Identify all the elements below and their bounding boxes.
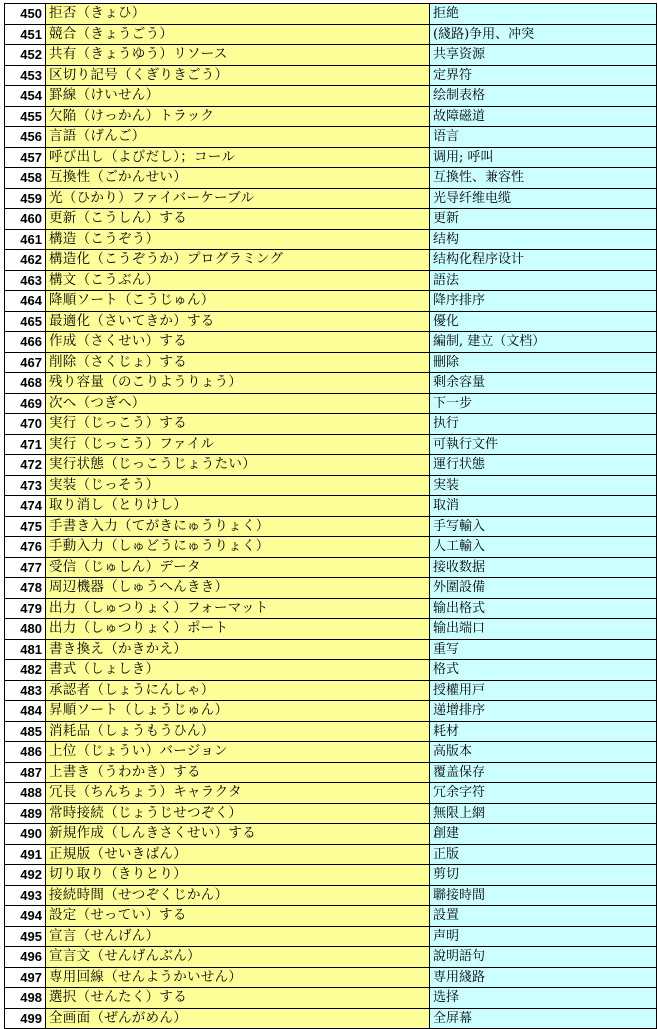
japanese-term-cell: 構造（こうぞう） bbox=[46, 229, 430, 250]
row-number-cell: 467 bbox=[5, 352, 46, 373]
japanese-term-cell: 呼び出し（よびだし）；コール bbox=[46, 147, 430, 168]
table-row bbox=[5, 188, 657, 209]
table-row bbox=[5, 270, 657, 291]
chinese-translation-cell: 剪切 bbox=[430, 865, 657, 886]
chinese-translation-cell: 手写輸入 bbox=[430, 516, 657, 537]
japanese-term-cell: 書式（しょしき） bbox=[46, 660, 430, 681]
chinese-translation-cell: 全屏幕 bbox=[430, 1008, 657, 1029]
row-number-cell: 480 bbox=[5, 619, 46, 640]
row-number-cell: 461 bbox=[5, 229, 46, 250]
chinese-translation-cell: 定界符 bbox=[430, 65, 657, 86]
table-row bbox=[5, 844, 657, 865]
japanese-term-cell: 専用回線（せんようかいせん） bbox=[46, 967, 430, 988]
japanese-term-cell: 手動入力（しゅどうにゅうりょく） bbox=[46, 537, 430, 558]
row-number-cell: 476 bbox=[5, 537, 46, 558]
table-row bbox=[5, 434, 657, 455]
row-number-cell: 458 bbox=[5, 168, 46, 189]
chinese-translation-cell: 语言 bbox=[430, 127, 657, 148]
japanese-term-cell: 上書き（うわかき）する bbox=[46, 762, 430, 783]
japanese-term-cell: 全画面（ぜんがめん） bbox=[46, 1008, 430, 1029]
row-number-cell: 482 bbox=[5, 660, 46, 681]
table-row bbox=[5, 291, 657, 312]
japanese-term-cell: 出力（しゅつりょく）ポート bbox=[46, 619, 430, 640]
row-number-cell: 492 bbox=[5, 865, 46, 886]
japanese-term-cell: 新規作成（しんきさくせい）する bbox=[46, 824, 430, 845]
table-row bbox=[5, 475, 657, 496]
row-number-cell: 485 bbox=[5, 721, 46, 742]
chinese-translation-cell: 结构化程序设计 bbox=[430, 250, 657, 271]
table-row bbox=[5, 967, 657, 988]
row-number-cell: 465 bbox=[5, 311, 46, 332]
japanese-term-cell: 取り消し（とりけし） bbox=[46, 496, 430, 517]
japanese-term-cell: 削除（さくじょ）する bbox=[46, 352, 430, 373]
row-number-cell: 498 bbox=[5, 988, 46, 1009]
japanese-term-cell: 常時接続（じょうじせつぞく） bbox=[46, 803, 430, 824]
japanese-term-cell: 実行（じっこう）ファイル bbox=[46, 434, 430, 455]
row-number-cell: 496 bbox=[5, 947, 46, 968]
chinese-translation-cell: 刪除 bbox=[430, 352, 657, 373]
japanese-term-cell: 共有（きょうゆう）リソース bbox=[46, 45, 430, 66]
table-row bbox=[5, 496, 657, 517]
chinese-translation-cell: 输出格式 bbox=[430, 598, 657, 619]
row-number-cell: 452 bbox=[5, 45, 46, 66]
row-number-cell: 488 bbox=[5, 783, 46, 804]
table-row bbox=[5, 824, 657, 845]
table-body bbox=[5, 4, 657, 1029]
chinese-translation-cell: 光导纤维电缆 bbox=[430, 188, 657, 209]
chinese-translation-cell: 绘制表格 bbox=[430, 86, 657, 107]
japanese-term-cell: 承認者（しょうにんしゃ） bbox=[46, 680, 430, 701]
chinese-translation-cell: 正版 bbox=[430, 844, 657, 865]
japanese-term-cell: 競合（きょうごう） bbox=[46, 24, 430, 45]
japanese-term-cell: 互換性（ごかんせい） bbox=[46, 168, 430, 189]
chinese-translation-cell: 互換性、兼容性 bbox=[430, 168, 657, 189]
table-row bbox=[5, 988, 657, 1009]
table-row bbox=[5, 537, 657, 558]
table-row bbox=[5, 721, 657, 742]
chinese-translation-cell: 格式 bbox=[430, 660, 657, 681]
table-row bbox=[5, 1008, 657, 1029]
chinese-translation-cell: 接收数据 bbox=[430, 557, 657, 578]
row-number-cell: 472 bbox=[5, 455, 46, 476]
japanese-term-cell: 書き換え（かきかえ） bbox=[46, 639, 430, 660]
chinese-translation-cell: 聯接時間 bbox=[430, 885, 657, 906]
chinese-translation-cell: 可執行文件 bbox=[430, 434, 657, 455]
japanese-term-cell: 宣言文（せんげんぶん） bbox=[46, 947, 430, 968]
row-number-cell: 499 bbox=[5, 1008, 46, 1029]
table-row bbox=[5, 229, 657, 250]
japanese-term-cell: 拒否（きょひ） bbox=[46, 4, 430, 25]
chinese-translation-cell: 外圍設備 bbox=[430, 578, 657, 599]
chinese-translation-cell: 実装 bbox=[430, 475, 657, 496]
row-number-cell: 464 bbox=[5, 291, 46, 312]
japanese-term-cell: 実装（じっそう） bbox=[46, 475, 430, 496]
row-number-cell: 470 bbox=[5, 414, 46, 435]
japanese-term-cell: 実行（じっこう）する bbox=[46, 414, 430, 435]
table-row bbox=[5, 4, 657, 25]
row-number-cell: 450 bbox=[5, 4, 46, 25]
japanese-term-cell: 手書き入力（てがきにゅうりょく） bbox=[46, 516, 430, 537]
row-number-cell: 456 bbox=[5, 127, 46, 148]
table-row bbox=[5, 906, 657, 927]
row-number-cell: 473 bbox=[5, 475, 46, 496]
table-row bbox=[5, 947, 657, 968]
table-row bbox=[5, 762, 657, 783]
table-row bbox=[5, 783, 657, 804]
chinese-translation-cell: (綫路)争用、冲突 bbox=[430, 24, 657, 45]
japanese-term-cell: 次へ（つぎへ） bbox=[46, 393, 430, 414]
table-row bbox=[5, 147, 657, 168]
table-row bbox=[5, 660, 657, 681]
chinese-translation-cell: 専用綫路 bbox=[430, 967, 657, 988]
row-number-cell: 493 bbox=[5, 885, 46, 906]
japanese-term-cell: 受信（じゅしん）データ bbox=[46, 557, 430, 578]
chinese-translation-cell: 执行 bbox=[430, 414, 657, 435]
row-number-cell: 484 bbox=[5, 701, 46, 722]
chinese-translation-cell: 覆盖保存 bbox=[430, 762, 657, 783]
chinese-translation-cell: 高版本 bbox=[430, 742, 657, 763]
chinese-translation-cell: 冗余字符 bbox=[430, 783, 657, 804]
table-row bbox=[5, 332, 657, 353]
row-number-cell: 462 bbox=[5, 250, 46, 271]
table-row bbox=[5, 209, 657, 230]
chinese-translation-cell: 取消 bbox=[430, 496, 657, 517]
row-number-cell: 475 bbox=[5, 516, 46, 537]
row-number-cell: 494 bbox=[5, 906, 46, 927]
row-number-cell: 486 bbox=[5, 742, 46, 763]
table-row bbox=[5, 598, 657, 619]
table-row bbox=[5, 65, 657, 86]
table-row bbox=[5, 45, 657, 66]
chinese-translation-cell: 更新 bbox=[430, 209, 657, 230]
japanese-term-cell: 構造化（こうぞうか）プログラミング bbox=[46, 250, 430, 271]
table-row bbox=[5, 168, 657, 189]
japanese-term-cell: 光（ひかり）ファイバーケーブル bbox=[46, 188, 430, 209]
table-row bbox=[5, 250, 657, 271]
japanese-term-cell: 正規版（せいきばん） bbox=[46, 844, 430, 865]
japanese-term-cell: 昇順ソート（しょうじゅん） bbox=[46, 701, 430, 722]
row-number-cell: 457 bbox=[5, 147, 46, 168]
table-row bbox=[5, 414, 657, 435]
row-number-cell: 454 bbox=[5, 86, 46, 107]
chinese-translation-cell: 耗材 bbox=[430, 721, 657, 742]
japanese-term-cell: 欠陥（けっかん）トラック bbox=[46, 106, 430, 127]
row-number-cell: 451 bbox=[5, 24, 46, 45]
row-number-cell: 466 bbox=[5, 332, 46, 353]
row-number-cell: 479 bbox=[5, 598, 46, 619]
japanese-term-cell: 構文（こうぶん） bbox=[46, 270, 430, 291]
chinese-translation-cell: 降序排序 bbox=[430, 291, 657, 312]
chinese-translation-cell: 故障磁道 bbox=[430, 106, 657, 127]
table-row bbox=[5, 373, 657, 394]
japanese-term-cell: 上位（じょうい）バージョン bbox=[46, 742, 430, 763]
japanese-term-cell: 設定（せってい）する bbox=[46, 906, 430, 927]
chinese-translation-cell: 拒絶 bbox=[430, 4, 657, 25]
table-row bbox=[5, 24, 657, 45]
table-row bbox=[5, 803, 657, 824]
table-row bbox=[5, 578, 657, 599]
chinese-translation-cell: 語法 bbox=[430, 270, 657, 291]
row-number-cell: 487 bbox=[5, 762, 46, 783]
japanese-term-cell: 更新（こうしん）する bbox=[46, 209, 430, 230]
table-row bbox=[5, 701, 657, 722]
row-number-cell: 455 bbox=[5, 106, 46, 127]
chinese-translation-cell: 說明語句 bbox=[430, 947, 657, 968]
table-row bbox=[5, 352, 657, 373]
table-row bbox=[5, 742, 657, 763]
japanese-term-cell: 最適化（さいてきか）する bbox=[46, 311, 430, 332]
chinese-translation-cell: 调用; 呼叫 bbox=[430, 147, 657, 168]
chinese-translation-cell: 重写 bbox=[430, 639, 657, 660]
chinese-translation-cell: 授權用戸 bbox=[430, 680, 657, 701]
table-row bbox=[5, 455, 657, 476]
row-number-cell: 468 bbox=[5, 373, 46, 394]
japanese-term-cell: 残り容量（のこりようりょう） bbox=[46, 373, 430, 394]
chinese-translation-cell: 输出端口 bbox=[430, 619, 657, 640]
row-number-cell: 495 bbox=[5, 926, 46, 947]
japanese-term-cell: 冗長（ちんちょう）キャラクタ bbox=[46, 783, 430, 804]
table-row bbox=[5, 557, 657, 578]
chinese-translation-cell: 递增排序 bbox=[430, 701, 657, 722]
row-number-cell: 460 bbox=[5, 209, 46, 230]
table-row bbox=[5, 127, 657, 148]
japanese-term-cell: 罫線（けいせん） bbox=[46, 86, 430, 107]
chinese-translation-cell: 剩余容量 bbox=[430, 373, 657, 394]
japanese-term-cell: 切り取り（きりとり） bbox=[46, 865, 430, 886]
chinese-translation-cell: 下一步 bbox=[430, 393, 657, 414]
row-number-cell: 453 bbox=[5, 65, 46, 86]
japanese-term-cell: 宣言（せんげん） bbox=[46, 926, 430, 947]
row-number-cell: 491 bbox=[5, 844, 46, 865]
row-number-cell: 478 bbox=[5, 578, 46, 599]
table-row bbox=[5, 680, 657, 701]
chinese-translation-cell: 声明 bbox=[430, 926, 657, 947]
table-row bbox=[5, 311, 657, 332]
table-row bbox=[5, 86, 657, 107]
chinese-translation-cell: 结构 bbox=[430, 229, 657, 250]
japanese-term-cell: 消耗品（しょうもうひん） bbox=[46, 721, 430, 742]
japanese-term-cell: 選択（せんたく）する bbox=[46, 988, 430, 1009]
row-number-cell: 471 bbox=[5, 434, 46, 455]
row-number-cell: 474 bbox=[5, 496, 46, 517]
japanese-term-cell: 周辺機器（しゅうへんきき） bbox=[46, 578, 430, 599]
chinese-translation-cell: 設置 bbox=[430, 906, 657, 927]
japanese-term-cell: 出力（しゅつりょく）フォーマット bbox=[46, 598, 430, 619]
table-row bbox=[5, 639, 657, 660]
chinese-translation-cell: 無限上網 bbox=[430, 803, 657, 824]
japanese-term-cell: 実行状態（じっこうじょうたい） bbox=[46, 455, 430, 476]
row-number-cell: 463 bbox=[5, 270, 46, 291]
japanese-term-cell: 言語（げんご） bbox=[46, 127, 430, 148]
table-row bbox=[5, 516, 657, 537]
table-row bbox=[5, 106, 657, 127]
table-row bbox=[5, 885, 657, 906]
japanese-term-cell: 区切り記号（くぎりきごう） bbox=[46, 65, 430, 86]
row-number-cell: 477 bbox=[5, 557, 46, 578]
japanese-term-cell: 接続時間（せつぞくじかん） bbox=[46, 885, 430, 906]
table-row bbox=[5, 865, 657, 886]
chinese-translation-cell: 編制, 建立（文档） bbox=[430, 332, 657, 353]
row-number-cell: 469 bbox=[5, 393, 46, 414]
chinese-translation-cell: 運行状態 bbox=[430, 455, 657, 476]
vocabulary-table bbox=[4, 3, 657, 1029]
row-number-cell: 481 bbox=[5, 639, 46, 660]
japanese-term-cell: 作成（さくせい）する bbox=[46, 332, 430, 353]
row-number-cell: 459 bbox=[5, 188, 46, 209]
chinese-translation-cell: 共享资源 bbox=[430, 45, 657, 66]
row-number-cell: 497 bbox=[5, 967, 46, 988]
row-number-cell: 489 bbox=[5, 803, 46, 824]
chinese-translation-cell: 創建 bbox=[430, 824, 657, 845]
chinese-translation-cell: 優化 bbox=[430, 311, 657, 332]
table-row bbox=[5, 926, 657, 947]
row-number-cell: 490 bbox=[5, 824, 46, 845]
table-row bbox=[5, 619, 657, 640]
table-row bbox=[5, 393, 657, 414]
japanese-term-cell: 降順ソート（こうじゅん） bbox=[46, 291, 430, 312]
chinese-translation-cell: 选择 bbox=[430, 988, 657, 1009]
chinese-translation-cell: 人工輸入 bbox=[430, 537, 657, 558]
row-number-cell: 483 bbox=[5, 680, 46, 701]
